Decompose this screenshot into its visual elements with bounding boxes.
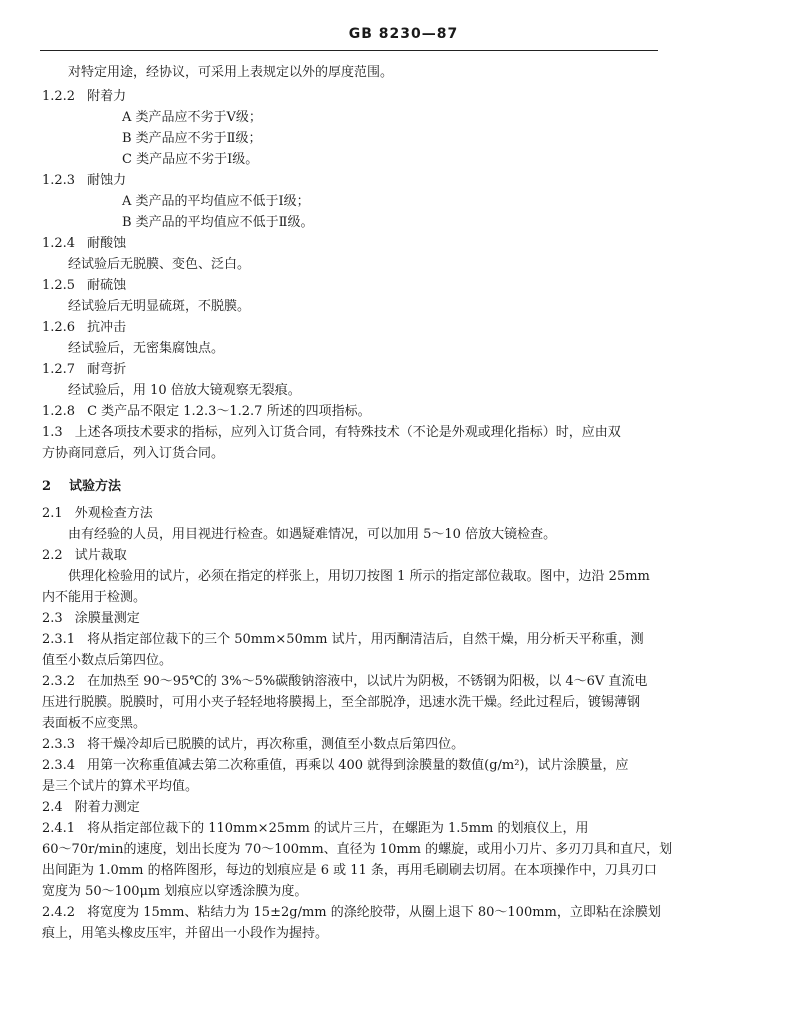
paragraph-line: B 类产品应不劣于Ⅱ级； [122,131,262,146]
paragraph-line: 经试验后，用 10 倍放大镜观察无裂痕。 [68,383,301,398]
section-title: 试验方法 [69,479,122,494]
paragraph-line: 对特定用途，经协议，可采用上表规定以外的厚度范围。 [68,65,394,80]
section-2-1 [42,505,153,523]
section-text: 上述各项技术要求的指标，应列入订货合同，有特殊技术（不论是外观或理化指标）时，应由双 [74,425,621,440]
section-1-3 [42,424,621,442]
section-title: 涂膜量测定 [74,611,140,626]
section-text: 将从指定部位裁下的三个 50mm×50mm 试片，用丙酮清洁后，自然干燥，用分析天平称重，测 [87,632,644,647]
section-number: 1.2.4 [42,236,76,251]
section-2-3-1 [42,631,644,649]
section-text: 将干燥冷却后已脱膜的试片，再次称重，测值至小数点后第四位。 [87,737,465,752]
section-text: 将从指定部位裁下的 110mm×25mm 的试片三片，在螺距为 1.5mm 的划痕仪上，用 [87,821,589,836]
section-title: 外观检查方法 [74,506,153,521]
section-number: 1.3 [42,425,63,440]
paragraph-line: C 类产品应不劣于Ⅰ级。 [122,152,259,167]
section-1-2-3 [42,172,126,190]
paragraph-line: 是三个试片的算术平均值。 [42,779,199,794]
section-title: 抗冲击 [87,320,127,335]
section-2-3-3 [42,736,464,754]
paragraph-line: 方协商同意后，列入订货合同。 [42,446,225,461]
paragraph-line: 经试验后无明显硫斑，不脱膜。 [68,299,251,314]
section-number: 1.2.6 [42,320,76,335]
section-1-2-4 [42,235,126,253]
paragraph-line: 供理化检验用的试片，必须在指定的样张上，用切刀按图 1 所示的指定部位裁取。图中，边沿 25mm [68,569,650,584]
section-title: 耐硫蚀 [87,278,127,293]
paragraph-line: 经试验后，无密集腐蚀点。 [68,341,225,356]
section-text: C 类产品不限定 1.2.3～1.2.7 所述的四项指标。 [87,404,371,419]
section-text: 用第一次称重值减去第二次称重值，再乘以 400 就得到涂膜量的数值(g/m²)，试片涂膜量，应 [87,758,629,773]
standard-number-header: GB 8230—87 [348,26,459,42]
section-text: 在加热至 90～95℃的 3%～5%碳酸钠溶液中，以试片为阴极，不锈钢为阳极，以 4～6V 直流电 [87,674,648,689]
paragraph-line: 出间距为 1.0mm 的格阵图形，每边的划痕应是 6 或 11 条，再用毛刷刷去切屑。在本项操作中，刀具刃口 [42,863,657,878]
paragraph-line: 痕上，用笔头橡皮压牢，并留出一小段作为握持。 [42,926,329,941]
section-number: 2.3.4 [42,758,76,773]
section-number: 2.3.2 [42,674,76,689]
paragraph-line: 经试验后无脱膜、变色、泛白。 [68,257,251,272]
paragraph-line: 值至小数点后第四位。 [42,653,173,668]
section-text: 将宽度为 15mm、粘结力为 15±2g/mm 的涤纶胶带，从圈上退下 80～100mm，立即粘在涂膜划 [87,905,661,920]
section-title: 耐弯折 [87,362,127,377]
section-number: 2 [42,479,52,494]
section-number: 1.2.2 [42,89,76,104]
section-title: 耐酸蚀 [87,236,127,251]
section-1-2-7 [42,361,126,379]
section-title: 附着力 [87,89,127,104]
section-title: 耐蚀力 [87,173,127,188]
section-number: 2.3.1 [42,632,76,647]
section-number: 2.3 [42,611,63,626]
section-2-3 [42,610,140,628]
section-2-3-4 [42,757,629,775]
section-1-2-8 [42,403,371,421]
section-title: 附着力测定 [74,800,140,815]
section-number: 2.4.2 [42,905,76,920]
section-2-4-2 [42,904,661,922]
header-rule [40,50,658,51]
section-number: 2.2 [42,548,63,563]
chapter-2-heading [42,478,121,496]
paragraph-line: 压进行脱膜。脱膜时，可用小夹子轻轻地将膜揭上，至全部脱净，迅速水洗干燥。经此过程后，镀锡薄钢 [42,695,641,710]
section-number: 2.4 [42,800,63,815]
section-1-2-5 [42,277,126,295]
paragraph-line: 内不能用于检测。 [42,590,147,605]
section-2-2 [42,547,127,565]
section-title: 试片裁取 [74,548,127,563]
paragraph-line: A 类产品的平均值应不低于Ⅰ级； [122,194,310,209]
section-number: 2.3.3 [42,737,76,752]
section-number: 2.4.1 [42,821,76,836]
section-number: 2.1 [42,506,63,521]
paragraph-line: 表面板不应变黑。 [42,716,147,731]
section-2-4 [42,799,140,817]
paragraph-line: B 类产品的平均值应不低于Ⅱ级。 [122,215,314,230]
paragraph-line: 60～70r/min的速度，划出长度为 70～100mm、直径为 10mm 的螺旋，或用小刀片、多刃刀具和直尺，划 [42,842,673,857]
section-1-2-6 [42,319,126,337]
section-1-2-2 [42,88,126,106]
section-number: 1.2.7 [42,362,76,377]
section-number: 1.2.5 [42,278,76,293]
section-2-3-2 [42,673,647,691]
paragraph-line: 由有经验的人员，用目视进行检查。如遇疑难情况，可以加用 5～10 倍放大镜检查。 [68,527,557,542]
section-number: 1.2.8 [42,404,76,419]
section-number: 1.2.3 [42,173,76,188]
paragraph-line: 宽度为 50～100μm 划痕应以穿透涂膜为度。 [42,884,308,899]
section-2-4-1 [42,820,589,838]
paragraph-line: A 类产品应不劣于Ⅴ级； [122,110,262,125]
